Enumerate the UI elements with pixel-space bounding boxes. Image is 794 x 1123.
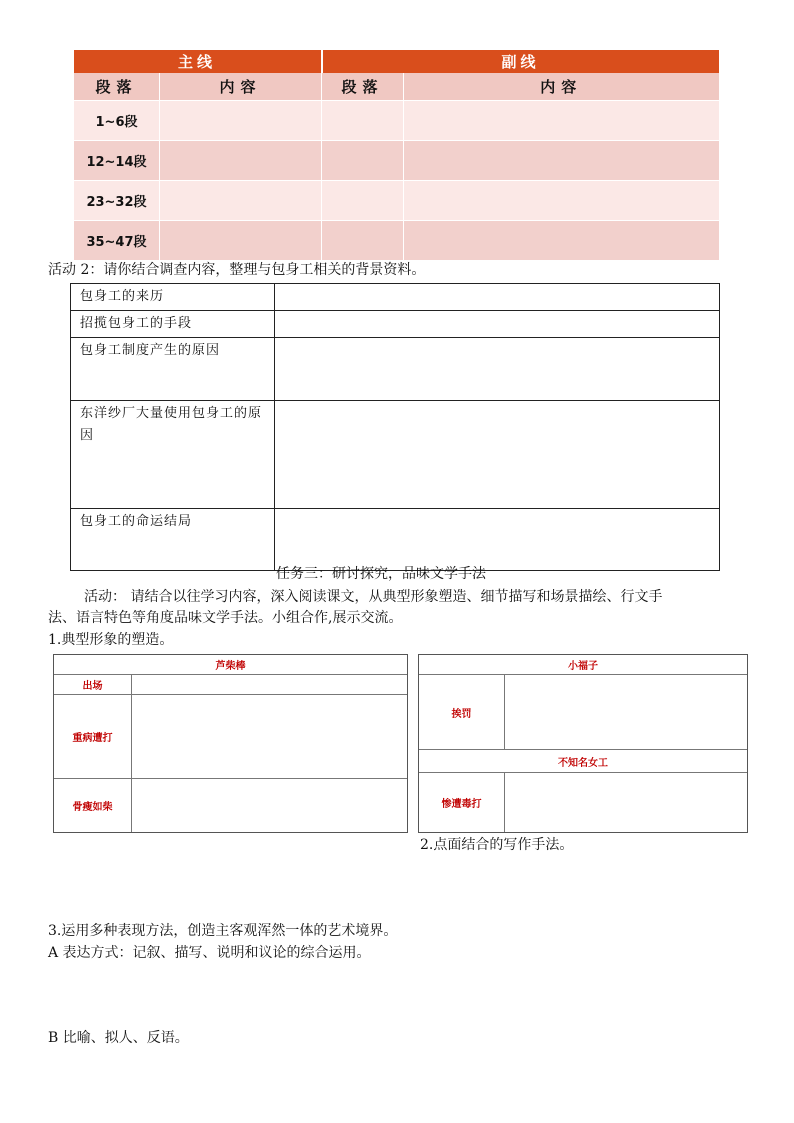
content-cell[interactable] bbox=[160, 181, 322, 221]
paragraph-range: 23~32段 bbox=[74, 181, 160, 221]
content-cell[interactable] bbox=[404, 141, 719, 181]
activity-line: 活动： 请结合以往学习内容，深入阅读课文，从典型形象塑造、细节描写和场景描绘、行文手 bbox=[84, 589, 663, 605]
content-cell[interactable] bbox=[404, 181, 719, 221]
answer-cell[interactable] bbox=[275, 338, 720, 401]
paragraph-cell[interactable] bbox=[322, 181, 404, 221]
content-cell[interactable] bbox=[404, 221, 719, 261]
paragraph-cell[interactable] bbox=[322, 101, 404, 141]
row-label: 包身工制度产生的原因 bbox=[71, 338, 275, 401]
plot-lines-table bbox=[73, 50, 719, 260]
paragraph-header: 段落 bbox=[74, 73, 160, 101]
table-row bbox=[74, 181, 719, 221]
character-table-luchaibang bbox=[53, 654, 408, 833]
task3-title: 任务三：研讨探究，品味文学手法 bbox=[276, 566, 486, 582]
table-row bbox=[71, 284, 720, 311]
background-table bbox=[70, 283, 720, 571]
content-header: 内容 bbox=[404, 73, 719, 101]
item2-heading: 2.点面结合的写作手法。 bbox=[420, 837, 574, 853]
paragraph-cell[interactable] bbox=[322, 221, 404, 261]
row-label: 招揽包身工的手段 bbox=[71, 311, 275, 338]
row-label: 包身工的来历 bbox=[71, 284, 275, 311]
paragraph-range: 1~6段 bbox=[74, 101, 160, 141]
row-label: 包身工的命运结局 bbox=[71, 509, 275, 571]
row-label: 重病遭打 bbox=[72, 733, 113, 744]
table-row bbox=[74, 141, 719, 181]
answer-cell[interactable] bbox=[275, 311, 720, 338]
item3-heading: 3.运用多种表现方法，创造主客观浑然一体的艺术境界。 bbox=[48, 923, 398, 939]
item3b-text: B 比喻、拟人、反语。 bbox=[48, 1030, 189, 1046]
table-row bbox=[71, 311, 720, 338]
table-row bbox=[71, 401, 720, 509]
item3a-text: A 表达方式：记叙、描写、说明和议论的综合运用。 bbox=[48, 945, 371, 961]
paragraph-cell[interactable] bbox=[322, 141, 404, 181]
table-row bbox=[74, 221, 719, 261]
item1-heading: 1.典型形象的塑造。 bbox=[48, 632, 174, 648]
main-line-header: 主线 bbox=[74, 50, 322, 73]
table-title: 芦柴棒 bbox=[215, 661, 246, 672]
row-label: 挨罚 bbox=[451, 708, 472, 720]
table-row bbox=[71, 338, 720, 401]
table-row bbox=[71, 509, 720, 571]
content-header: 内容 bbox=[160, 73, 322, 101]
answer-cell[interactable] bbox=[275, 284, 720, 311]
row-label: 东洋纱厂大量使用包身工的原因 bbox=[71, 401, 275, 509]
content-cell[interactable] bbox=[404, 101, 719, 141]
table-row bbox=[74, 101, 719, 141]
row-label: 惨遭毒打 bbox=[441, 799, 482, 810]
answer-cell[interactable] bbox=[275, 509, 720, 571]
activity2-title: 活动 2：请你结合调查内容，整理与包身工相关的背景资料。 bbox=[48, 262, 426, 278]
content-cell[interactable] bbox=[160, 221, 322, 261]
answer-cell[interactable] bbox=[275, 401, 720, 509]
row-label: 出场 bbox=[82, 681, 103, 692]
table-title: 小福子 bbox=[568, 661, 598, 672]
character-table-others bbox=[418, 654, 748, 833]
sub-line-header: 副线 bbox=[322, 50, 719, 73]
paragraph-range: 12~14段 bbox=[74, 141, 160, 181]
table-title: 不知名女工 bbox=[558, 757, 608, 769]
paragraph-range: 35~47段 bbox=[74, 221, 160, 261]
activity-line: 法、语言特色等角度品味文学手法。小组合作,展示交流。 bbox=[48, 610, 403, 626]
content-cell[interactable] bbox=[160, 101, 322, 141]
content-cell[interactable] bbox=[160, 141, 322, 181]
row-label: 骨瘦如柴 bbox=[72, 802, 113, 813]
paragraph-header: 段落 bbox=[322, 73, 404, 101]
